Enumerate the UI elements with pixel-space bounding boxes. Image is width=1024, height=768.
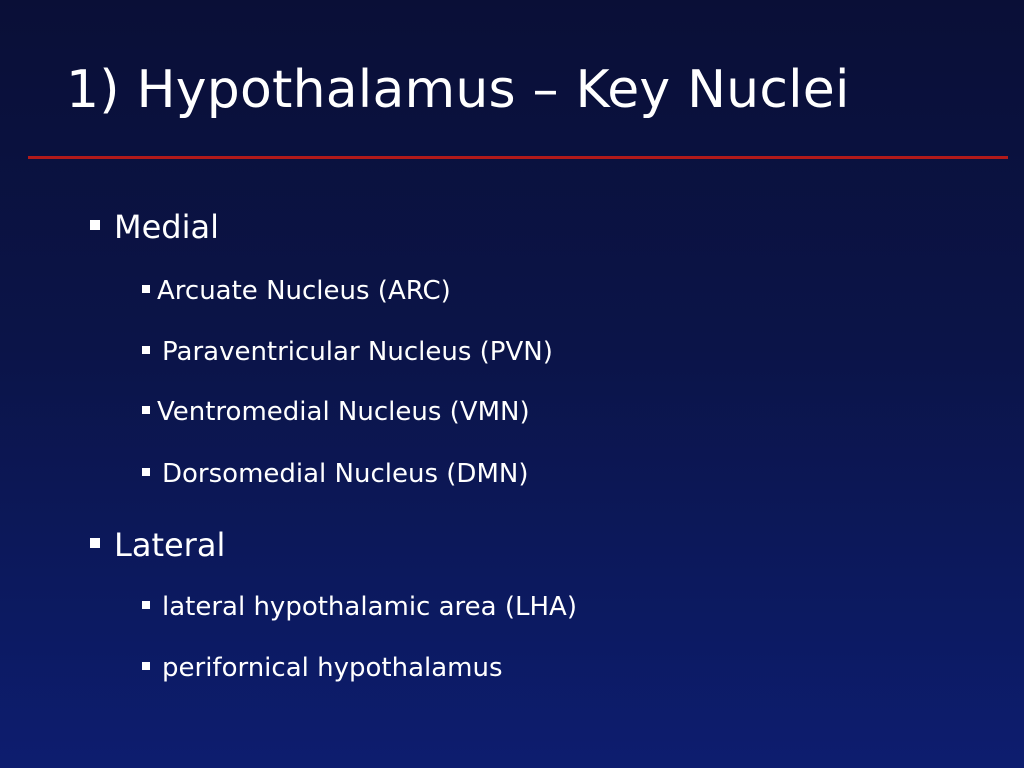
sub-bullet-perifornical bbox=[142, 655, 503, 681]
square-bullet-icon bbox=[142, 601, 150, 609]
square-bullet-icon bbox=[142, 468, 150, 476]
sub-bullet-arc bbox=[142, 278, 451, 304]
bullet-item-lateral bbox=[90, 526, 226, 564]
sub-bullet-pvn bbox=[142, 339, 553, 365]
sub-bullet-lha bbox=[142, 594, 577, 620]
square-bullet-icon bbox=[142, 285, 150, 293]
square-bullet-icon bbox=[142, 406, 150, 414]
bullet-label: Lateral bbox=[114, 526, 226, 564]
square-bullet-icon bbox=[142, 346, 150, 354]
slide-title: 1) Hypothalamus – Key Nuclei bbox=[66, 60, 850, 120]
square-bullet-icon bbox=[142, 662, 150, 670]
sub-bullet-label: Paraventricular Nucleus (PVN) bbox=[162, 337, 553, 367]
sub-bullet-label: Dorsomedial Nucleus (DMN) bbox=[162, 459, 529, 489]
square-bullet-icon bbox=[90, 220, 100, 230]
square-bullet-icon bbox=[90, 538, 100, 548]
bullet-label: Medial bbox=[114, 208, 219, 246]
sub-bullet-vmn bbox=[142, 399, 530, 425]
bullet-item-medial bbox=[90, 208, 219, 246]
sub-bullet-label: Arcuate Nucleus (ARC) bbox=[157, 276, 451, 306]
sub-bullet-label: perifornical hypothalamus bbox=[162, 653, 503, 683]
sub-bullet-label: Ventromedial Nucleus (VMN) bbox=[157, 397, 530, 427]
sub-bullet-label: lateral hypothalamic area (LHA) bbox=[162, 592, 577, 622]
title-divider bbox=[28, 156, 1008, 159]
sub-bullet-dmn bbox=[142, 461, 528, 487]
